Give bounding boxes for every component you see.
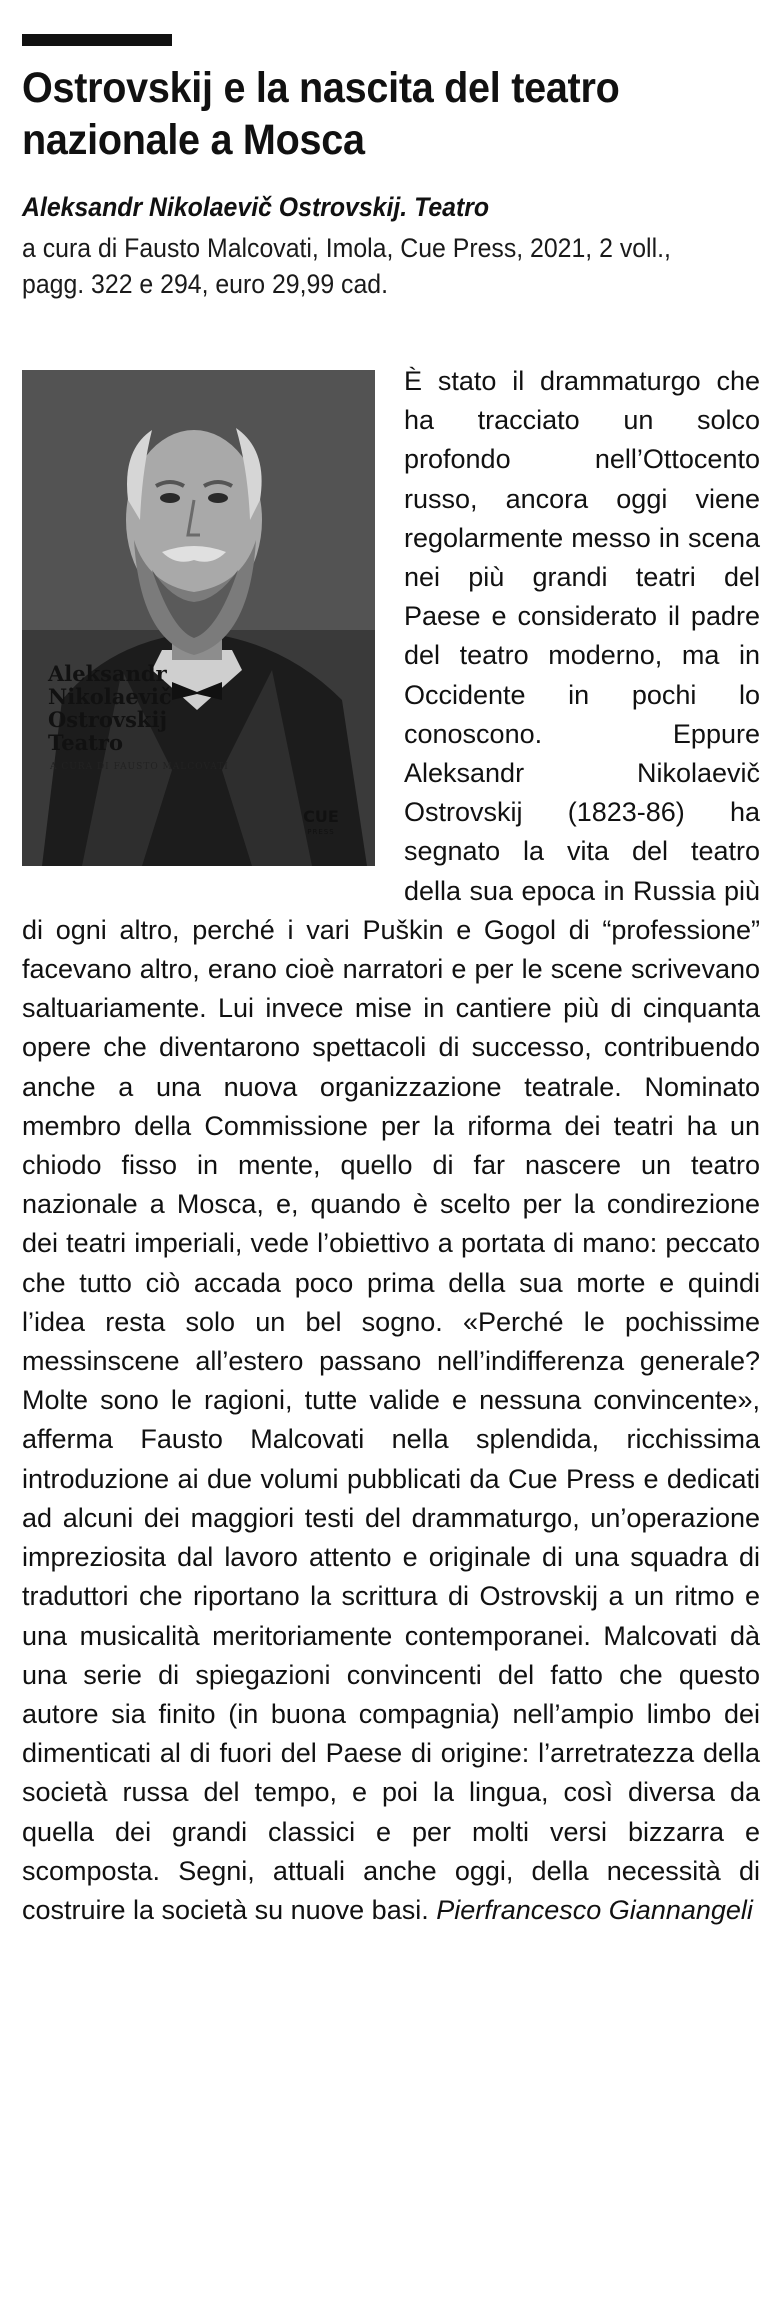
- book-title: Aleksandr Nikolaevič Ostrovskij. Teatro: [22, 192, 490, 222]
- article-body: [22, 362, 760, 1930]
- article-title: Ostrovskij e la nascita del teatro nazionale a Mosca: [22, 64, 620, 164]
- cover-title: Aleksandr Nikolaevič Ostrovskij Teatro: [48, 661, 172, 755]
- article-author: Pierfrancesco Giannangeli: [436, 1894, 753, 1925]
- publisher-logo: CUE PRESS: [303, 807, 339, 836]
- cover-subtitle: A CURA DI FAUSTO MALCOVATI: [50, 762, 229, 772]
- book-bibliographic-info: a cura di Fausto Malcovati, Imola, Cue Press, 2021, 2 voll., pagg. 322 e 294, euro 29,99 cad.: [22, 233, 671, 299]
- cover-float-spacer: [22, 362, 404, 874]
- article-body-text: È stato il drammaturgo che ha tracciato un solco profondo nell’Ottocento russo, ancora oggi viene regolarmente messo in scena nei più grandi teatri del Paese e considerato il padre del teatro moderno, ma in Occidente in pochi lo conoscono. Eppure Aleksandr Nikolaevič Ostrovskij (1823-86) ha segnato la vita del teatro della sua epoca in Russia più di ogni altro, perché i vari Puškin e Gogol di “professione” facevano altro, erano cioè narratori e per le scene scrivevano saltuariamente. Lui invece mise in cantiere più di cinquanta opere che diventarono spettacoli di successo, contribuendo anche a una nuova organizzazione teatrale. Nominato membro della Commissione per la riforma dei teatri ha un chiodo fisso in mente, quello di far nascere un teatro nazionale a Mosca, e, quando è scelto per la condirezione dei teatri imperiali, vede l’obiettivo a portata di mano: peccato che tutto ciò accada poco prima della sua morte e quindi l’idea resta solo un bel sogno. «Perché le pochissime messinscene all’estero passano nell’indifferenza generale? Molte sono le ragioni, tutte valide e nessuna convincente», afferma Fausto Malcovati nella splendida, ricchissima introduzione ai due volumi pubblicati da Cue Press e dedicati ad alcuni dei maggiori testi del drammaturgo, un’operazione impreziosita dal lavoro attento e originale di una squadra di traduttori che riportano la scrittura di Ostrovskij a un ritmo e una musicalità meritoriamente contemporanei. Malcovati dà una serie di spiegazioni convincenti del fatto che questo autore sia finito (in buona compagnia) nell’ampio limbo dei dimenticati al di fuori del Paese di origine: l’arretratezza della società russa del tempo, e poi la lingua, così diversa da quella dei grandi classici e per molti versi bizzarra e scomposta. Segni, attuali anche oggi, della necessità di costruire la società su nuove basi.: [22, 366, 760, 1925]
- header-rule: [22, 34, 172, 46]
